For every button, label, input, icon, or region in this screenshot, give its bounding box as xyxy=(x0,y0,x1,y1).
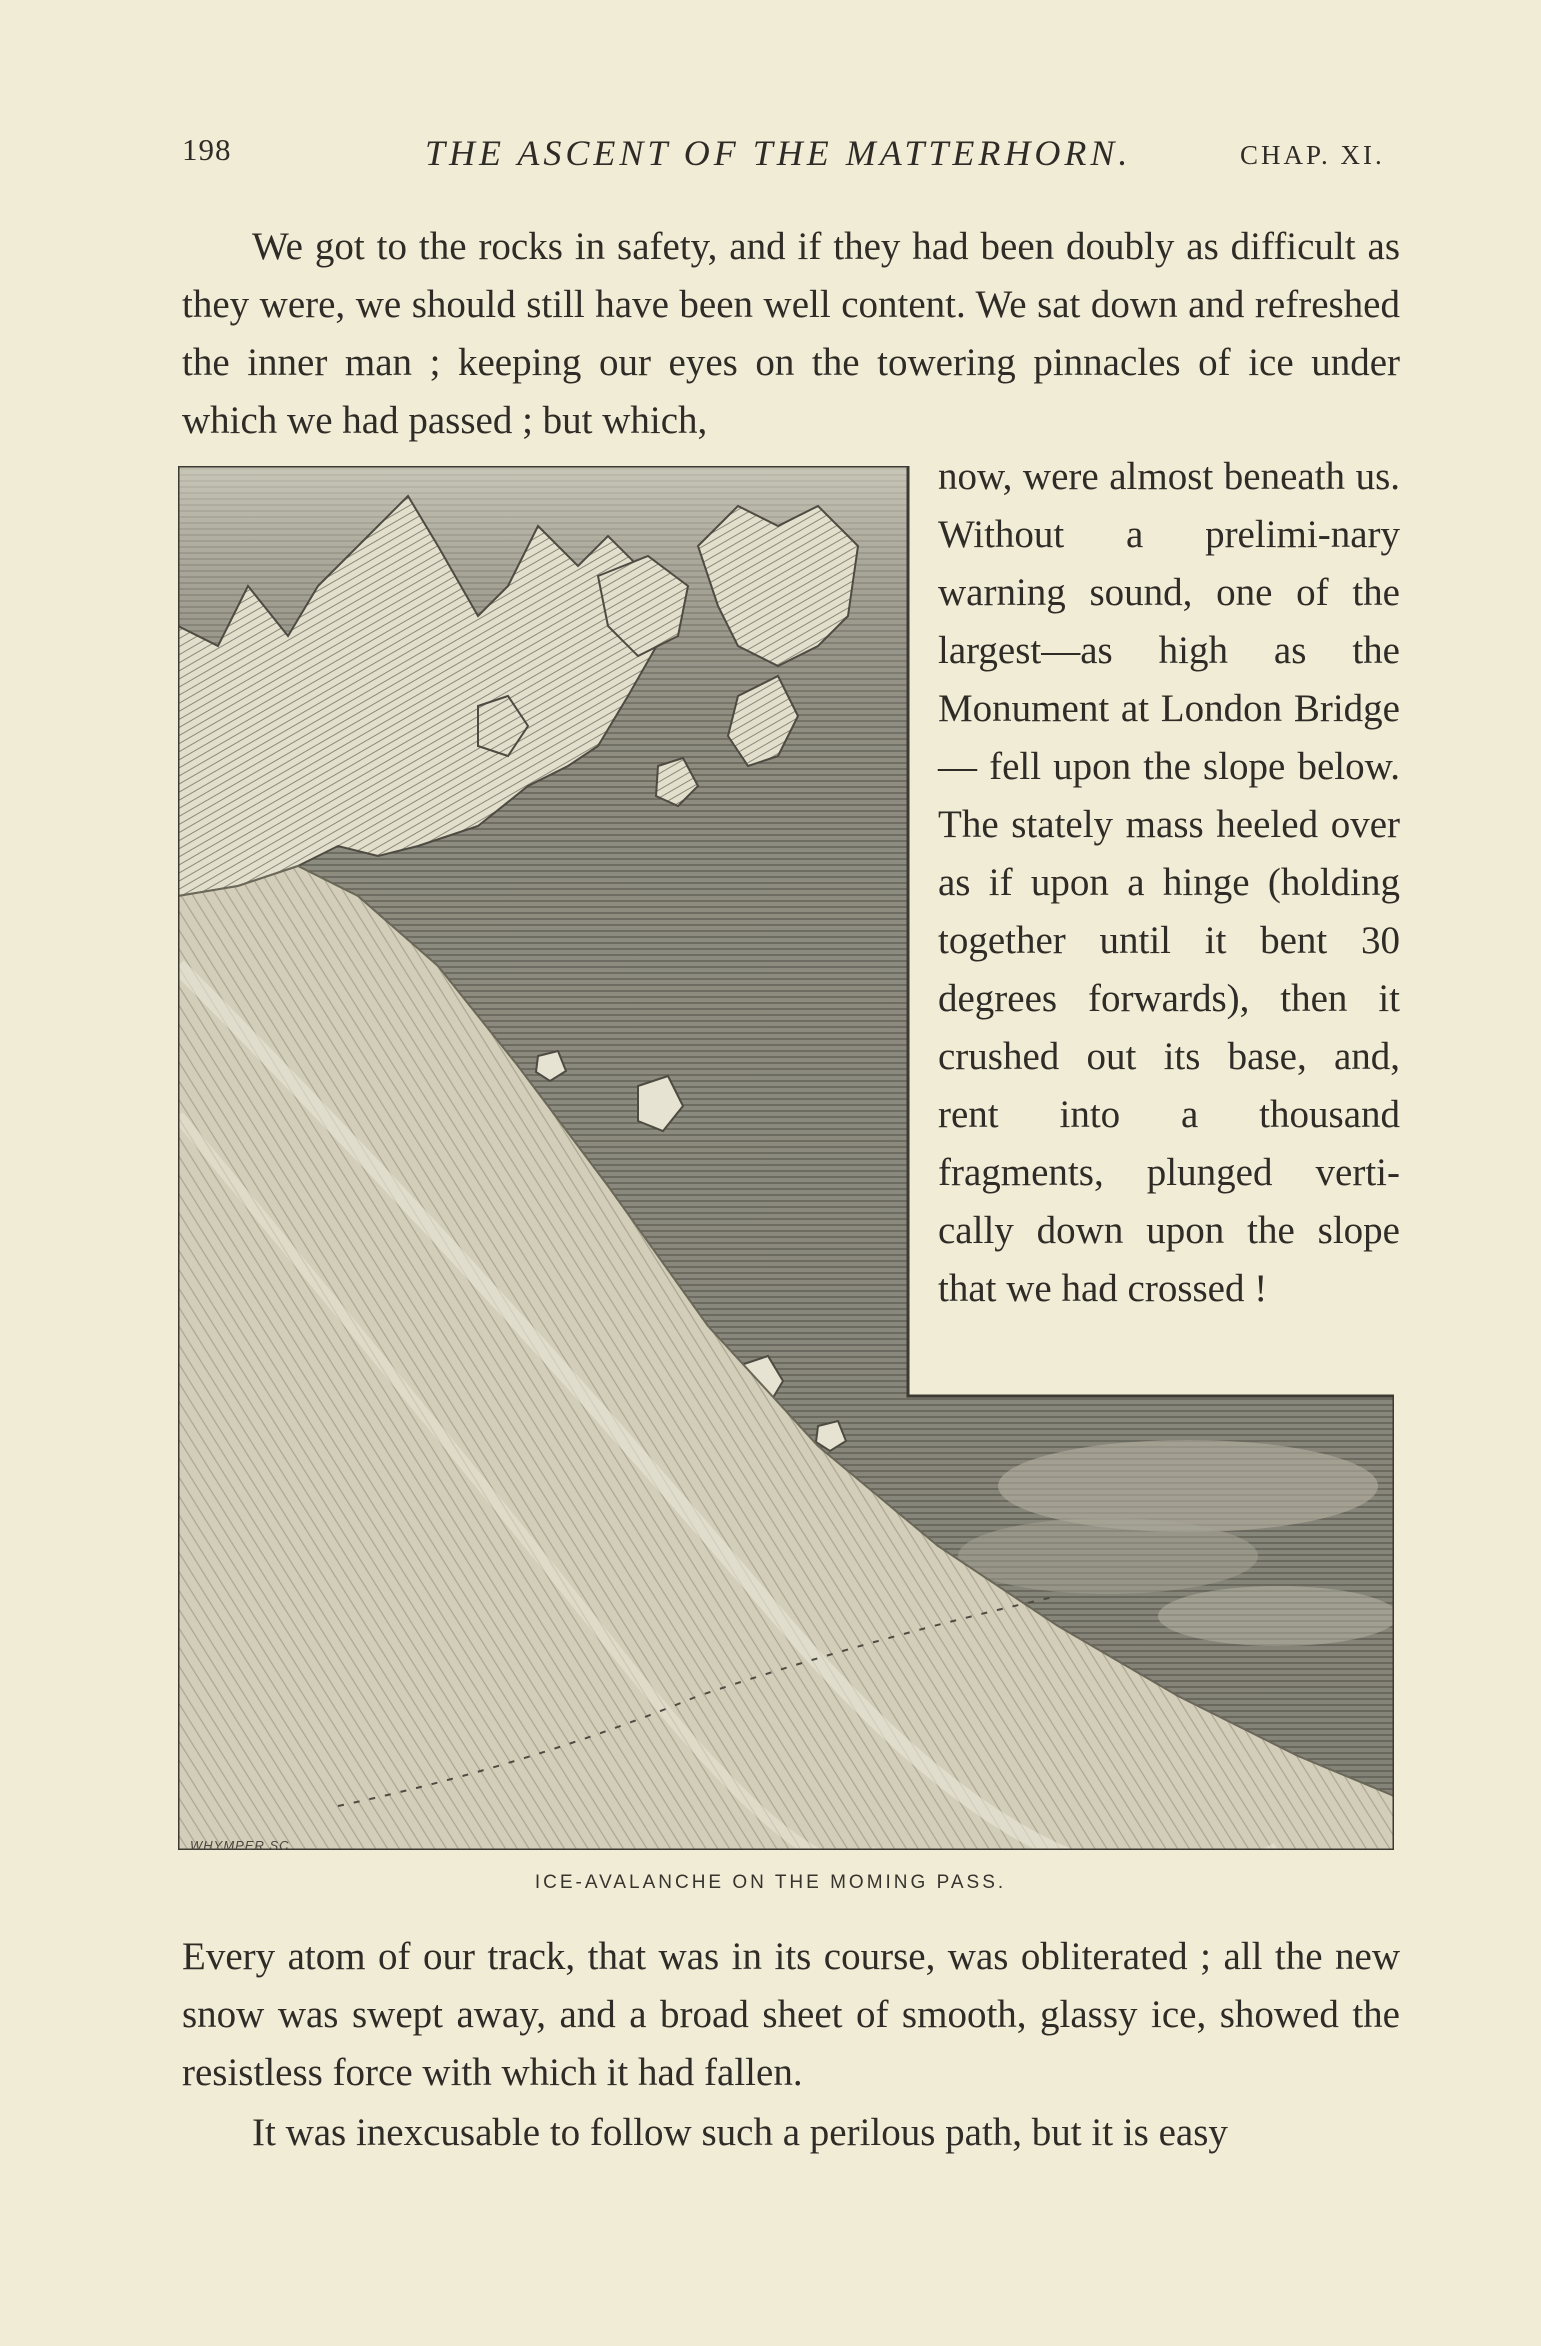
chapter-label: CHAP. XI. xyxy=(1240,140,1385,170)
paragraph-after-image: Every atom of our track, that was in its course, was obliterated ; all the new snow was swept away, and a broad sheet of smooth, glassy ice, showed the resistless force with which it had fallen. xyxy=(182,1935,1400,2094)
cloud-2 xyxy=(958,1518,1258,1594)
page-number: 198 xyxy=(182,132,232,167)
figure-caption: ICE-AVALANCHE ON THE MOMING PASS. xyxy=(534,1872,1007,1893)
cloud-1 xyxy=(998,1440,1378,1532)
running-title: THE ASCENT OF THE MATTERHORN. xyxy=(425,133,1132,173)
paragraph-top: We got to the rocks in safety, and if they had been doubly as difficult as they were, we should still have been well content. We sat down and refreshed the inner man ; keeping our eyes on the towering pinnacles of ice under which we had passed ; but which, xyxy=(182,225,1400,442)
paragraph-last: It was inexcusable to follow such a perilous path, but it is easy xyxy=(252,2111,1228,2154)
engraver-signature: WHYMPER SC. xyxy=(190,1838,295,1853)
paragraph-beside-image: now, were almost beneath us. Without a prelimi-nary warning sound, one of the largest—as high as the Monument at London Bridge — fell upon the slope below. The stately mass heeled over as if upon a hinge (holding together until it bent 30 degrees forwards), then it crushed out its base, and, rent into a thousand fragments, plunged verti-cally down upon the slope that we had crossed ! xyxy=(938,455,1400,1310)
cloud-3 xyxy=(1158,1586,1394,1646)
